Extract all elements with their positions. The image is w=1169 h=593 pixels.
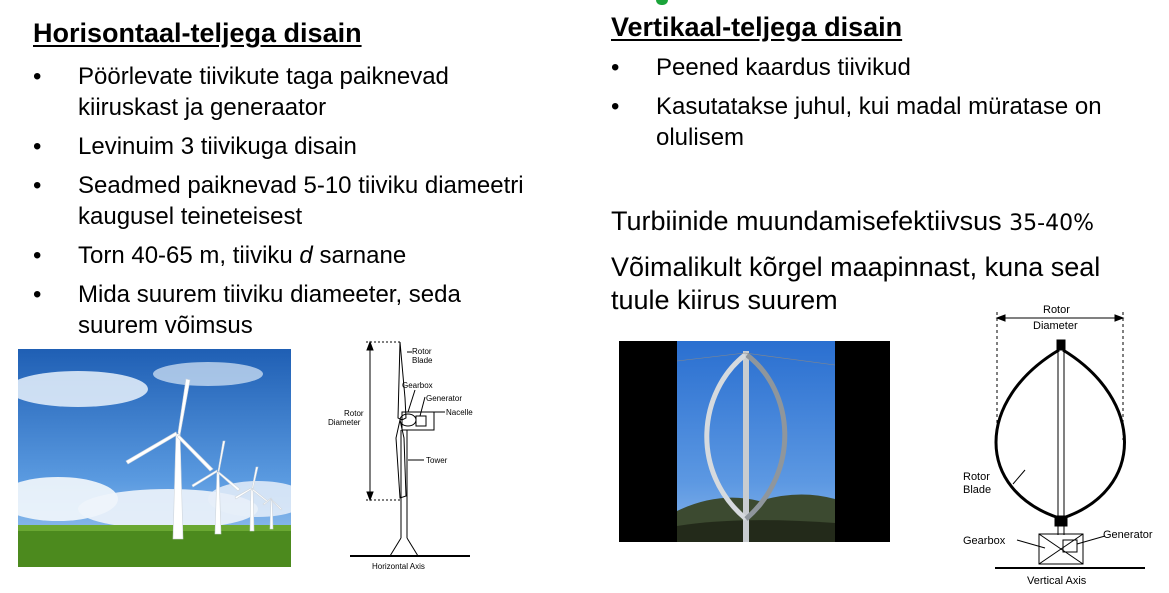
vertical-turbine-photo [619, 341, 890, 542]
left-bullet-2: • Levinuim 3 tiivikuga disain [33, 133, 357, 160]
left-bullet-list [33, 61, 593, 349]
svg-text:Diameter: Diameter [1033, 320, 1078, 332]
label-v-generator: Generator [1103, 529, 1153, 541]
right-bullet-2: • Kasutatakse juhul, kui madal müratase on olulisem [611, 93, 1102, 151]
label-v-gearbox: Gearbox [963, 535, 1006, 547]
label-gearbox: Gearbox [402, 381, 433, 390]
efficiency-value: 35-40% [1009, 211, 1095, 236]
right-bullet-list [611, 52, 1161, 161]
left-bullet-5: • Mida suurem tiiviku diameeter, seda suurem võimsus [33, 281, 461, 339]
wind-farm-photo [18, 349, 291, 567]
label-v-rotor-diameter: Rotor [1043, 304, 1070, 316]
svg-text:Blade: Blade [963, 484, 992, 496]
label-rotor-blade: Rotor [412, 347, 432, 356]
label-nacelle: Nacelle [446, 408, 473, 417]
height-note: Võimalikult kõrgel maapinnast, kuna seal tuule kiirus suurem [611, 252, 1101, 315]
label-v-rotor-blade: Rotor [963, 471, 990, 483]
svg-text:Diameter: Diameter [328, 418, 361, 427]
horizontal-axis-diagram [320, 338, 480, 576]
label-horizontal-axis: Horizontal Axis [372, 562, 425, 571]
right-heading: Vertikaal-teljega disain [611, 12, 903, 42]
accent-mark [656, 0, 668, 5]
svg-text:Blade: Blade [412, 356, 433, 365]
label-tower: Tower [426, 456, 448, 465]
efficiency-line: Turbiinide muundamisefektiivsus 35-40% [611, 206, 1095, 236]
label-generator: Generator [426, 394, 463, 403]
left-heading: Horisontaal-teljega disain [33, 18, 362, 48]
right-bullet-1: • Peened kaardus tiivikud [611, 54, 911, 81]
label-rotor-diameter: Rotor [344, 409, 364, 418]
left-bullet-4: • Torn 40-65 m, tiiviku d sarnane [33, 242, 407, 269]
vertical-axis-diagram [955, 300, 1167, 590]
left-bullet-3: • Seadmed paiknevad 5-10 tiiviku diameetri kaugusel teineteisest [33, 172, 524, 230]
left-bullet-1: • Pöörlevate tiivikute taga paiknevad kiiruskast ja generaator [33, 63, 449, 121]
label-vertical-axis: Vertical Axis [1027, 575, 1087, 587]
